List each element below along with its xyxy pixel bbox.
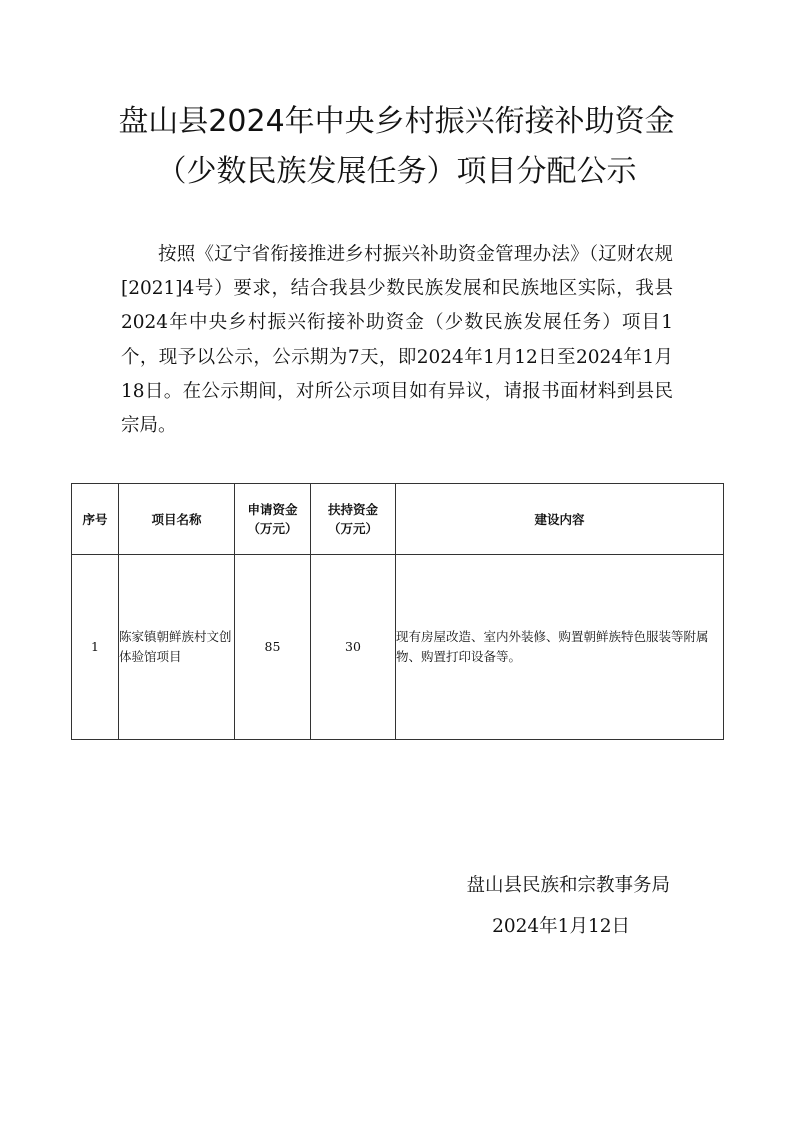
- header-apply-funds-label: 申请资金: [247, 502, 298, 517]
- header-seq: 序号: [72, 484, 119, 555]
- header-support-funds: [311, 484, 396, 555]
- cell-apply-funds: 85: [235, 555, 311, 740]
- cell-project-name: 陈家镇朝鲜族村文创体验馆项目: [119, 555, 235, 740]
- table-header-row: [72, 484, 724, 555]
- cell-seq: 1: [72, 555, 119, 740]
- header-construction-content: 建设内容: [396, 484, 724, 555]
- signature-date-text: 2024年1月12日: [492, 916, 630, 937]
- header-support-funds-unit: （万元）: [327, 521, 378, 536]
- document-title-line-2: （少数民族发展任务）项目分配公示: [156, 154, 637, 189]
- cell-construction-content: 现有房屋改造、室内外装修、购置朝鲜族特色服装等附属物、购置打印设备等。: [396, 555, 724, 740]
- body-paragraph: 按照《辽宁省衔接推进乡村振兴补助资金管理办法》（辽财农规[2021]4号）要求，结合我县少数民族发展和民族地区实际，我县2024年中央乡村振兴衔接补助资金（少数民族发展任务）项目1个，现予以公示，公示期为7天，即2024年1月12日至2024年1月18日。在公示期间，对所公示项目如有异议，请报书面材料到县民宗局。: [121, 244, 673, 437]
- table-row: [72, 555, 724, 740]
- cell-support-funds: 30: [311, 555, 396, 740]
- document-title-line-1: 盘山县2024年中央乡村振兴衔接补助资金: [118, 104, 675, 139]
- signature-organization-text: 盘山县民族和宗教事务局: [466, 875, 670, 896]
- header-project-name: 项目名称: [119, 484, 235, 555]
- header-apply-funds-unit: （万元）: [247, 521, 298, 536]
- header-apply-funds: [235, 484, 311, 555]
- header-support-funds-label: 扶持资金: [327, 502, 378, 517]
- project-allocation-table: [71, 483, 724, 740]
